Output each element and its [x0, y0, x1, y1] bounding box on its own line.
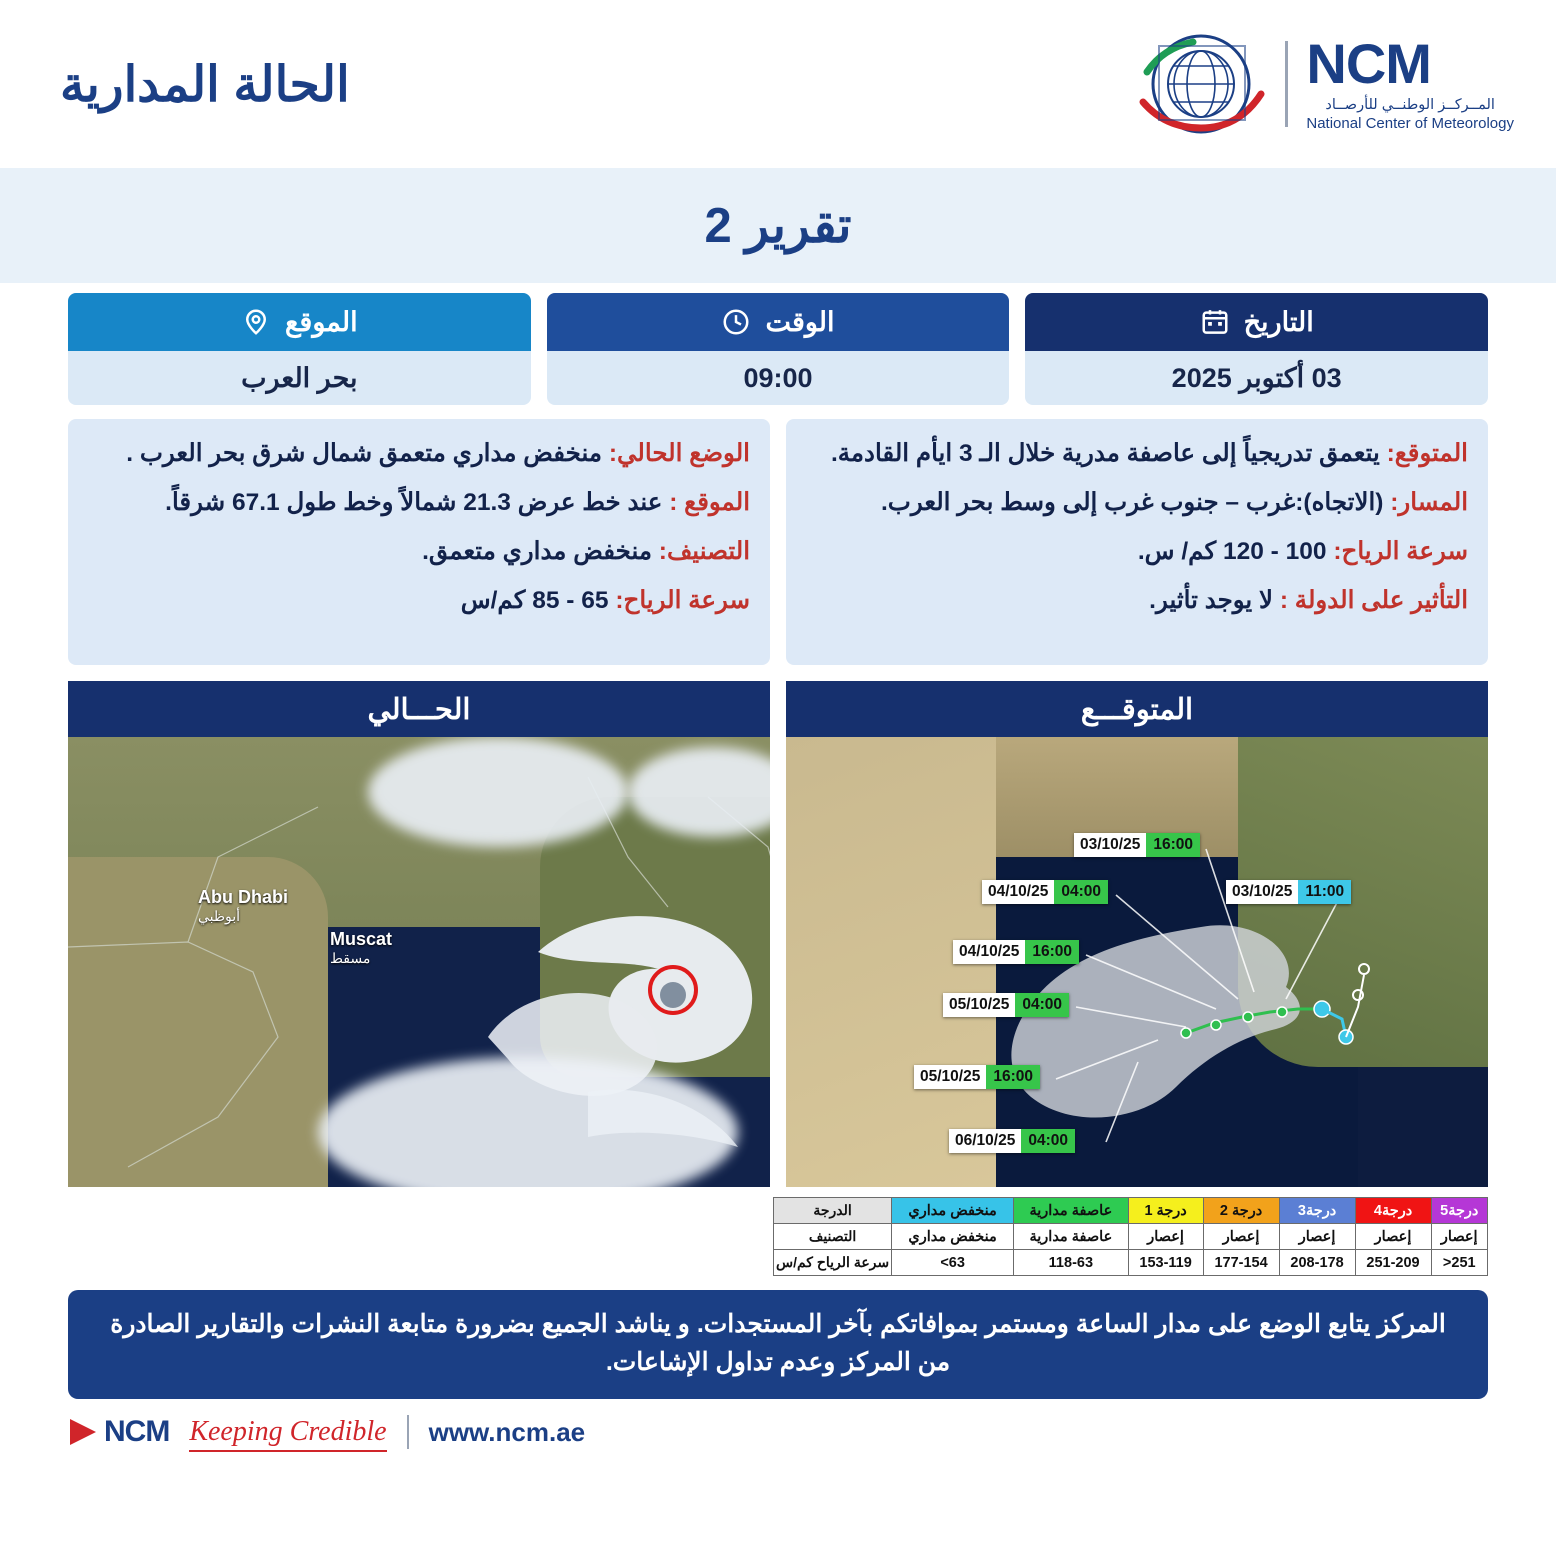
current-line-2	[88, 484, 750, 522]
current-line-4-label: سرعة الرياح:	[615, 586, 750, 614]
track-label-4-date: 05/10/25	[943, 993, 1015, 1017]
card-time	[547, 293, 1010, 405]
wind-scale-table	[773, 1197, 1488, 1276]
report-title: تقرير 2	[704, 199, 852, 253]
scale-row-header-class: التصنيف	[774, 1224, 892, 1250]
track-label-2-time: 11:00	[1298, 880, 1351, 904]
track-label-1	[982, 880, 1108, 904]
ncm-logo	[1135, 32, 1514, 136]
play-arrow-icon	[70, 1419, 96, 1445]
card-date-header	[1025, 293, 1488, 351]
forecast-line-1-label: المتوقع:	[1386, 440, 1468, 467]
current-map	[68, 737, 770, 1187]
bottom-url[interactable]: www.ncm.ae	[428, 1416, 586, 1447]
track-label-0-date: 03/10/25	[1074, 833, 1146, 857]
current-line-3-label: التصنيف:	[658, 537, 750, 565]
scale-class-td: منخفض مداري	[892, 1224, 1014, 1250]
track-label-3-date: 04/10/25	[953, 940, 1025, 964]
card-time-value: 09:00	[547, 351, 1010, 405]
forecast-map	[786, 737, 1488, 1187]
track-label-5-time: 16:00	[986, 1065, 1040, 1089]
current-line-1-text: منخفض مداري متعمق شمال شرق بحر العرب .	[126, 440, 609, 467]
page-header	[0, 0, 1556, 168]
current-line-3-text: منخفض مداري متعمق.	[422, 537, 659, 565]
current-line-1	[88, 435, 750, 473]
bottom-ncm-logo	[70, 1415, 169, 1449]
scale-wind-3: 208-178	[1279, 1250, 1355, 1276]
scale-grade-ts: عاصفة مدارية	[1014, 1198, 1129, 1224]
track-label-0	[1074, 833, 1200, 857]
current-line-4-text: 65 - 85 كم/س	[460, 586, 616, 614]
track-label-4	[943, 993, 1069, 1017]
forecast-line-4-text: لا يوجد تأثير.	[1149, 586, 1280, 614]
forecast-line-4-label: التأثير على الدولة :	[1279, 586, 1468, 614]
track-label-1-time: 04:00	[1054, 880, 1108, 904]
forecast-map-title: المتوقـــع	[786, 681, 1488, 737]
scale-grade-3: درجة3	[1279, 1198, 1355, 1224]
clock-icon	[721, 307, 751, 337]
place-label-muscat-ar: مسقط	[330, 950, 371, 966]
logo-arabic-text: المــركــز الوطنــي للأرصــاد	[1325, 97, 1495, 113]
scale-grade-4: درجة4	[1355, 1198, 1431, 1224]
track-label-5-date: 05/10/25	[914, 1065, 986, 1089]
scale-wind-2: 177-154	[1203, 1250, 1279, 1276]
logo-divider	[1285, 41, 1288, 127]
scale-wind-td: 63>	[892, 1250, 1014, 1276]
card-location	[68, 293, 531, 405]
card-date	[1025, 293, 1488, 405]
scale-table-wrap	[0, 1187, 1556, 1276]
ncm-globe-icon	[1135, 32, 1267, 136]
scale-class-1: إعصار	[1128, 1224, 1203, 1250]
track-label-2-date: 03/10/25	[1226, 880, 1298, 904]
maps-row	[0, 665, 1556, 1187]
scale-class-5: إعصار	[1431, 1224, 1487, 1250]
current-panel	[68, 419, 770, 665]
forecast-line-3-label: سرعة الرياح:	[1333, 537, 1468, 565]
scale-class-3: إعصار	[1279, 1224, 1355, 1250]
logo-ncm-text: NCM	[1306, 32, 1431, 95]
card-time-header	[547, 293, 1010, 351]
forecast-map-canvas	[786, 737, 1488, 1187]
forecast-line-3	[806, 533, 1468, 571]
info-cards-row	[0, 283, 1556, 405]
track-label-3	[953, 940, 1079, 964]
track-label-4-time: 04:00	[1015, 993, 1069, 1017]
scale-row-header-grade: الدرجة	[774, 1198, 892, 1224]
card-location-label: الموقع	[285, 306, 358, 337]
current-map-canvas	[68, 737, 770, 1187]
place-label-muscat-en: Muscat	[330, 929, 393, 949]
forecast-line-4	[806, 582, 1468, 620]
calendar-icon	[1200, 307, 1230, 337]
forecast-line-1-text: يتعمق تدريجياً إلى عاصفة مدرية خلال الـ 3 ايأم القادمة.	[830, 440, 1387, 467]
scale-grade-2: درجة 2	[1203, 1198, 1279, 1224]
bottom-ncm-text: NCM	[104, 1415, 170, 1448]
track-label-6	[949, 1129, 1075, 1153]
place-label-abu-dhabi-ar: أبوظبي	[198, 908, 241, 924]
scale-row-grade	[774, 1198, 1488, 1224]
bottom-bar	[0, 1399, 1556, 1449]
track-label-2	[1226, 880, 1351, 904]
current-line-1-label: الوضع الحالي:	[608, 440, 750, 467]
forecast-line-2-label: المسار:	[1390, 488, 1468, 516]
cyclone-center-marker	[648, 965, 698, 1015]
cyclone-swirl	[68, 737, 770, 1187]
scale-wind-ts: 118-63	[1014, 1250, 1129, 1276]
card-location-header	[68, 293, 531, 351]
scale-class-4: إعصار	[1355, 1224, 1431, 1250]
footer-note: المركز يتابع الوضع على مدار الساعة ومستمر بموافاتكم بآخر المستجدات. و يناشد الجميع بضرورة متابعة النشرات والتقارير الصادرة من المركز وعدم تداول الإشاعات.	[68, 1290, 1488, 1399]
forecast-line-1	[806, 435, 1468, 473]
card-date-value: 03 أكتوبر 2025	[1025, 351, 1488, 405]
bottom-slogan: Keeping Credible	[189, 1416, 387, 1447]
current-line-3	[88, 533, 750, 571]
track-label-3-time: 16:00	[1025, 940, 1079, 964]
scale-row-wind	[774, 1250, 1488, 1276]
place-label-abu-dhabi-en: Abu Dhabi	[198, 887, 288, 907]
forecast-panel	[786, 419, 1488, 665]
page-title: الحالة المدارية	[60, 57, 350, 112]
track-label-0-time: 16:00	[1146, 833, 1200, 857]
place-label-abu-dhabi	[198, 887, 288, 925]
summary-panels	[0, 405, 1556, 665]
current-line-2-text: عند خط عرض 21.3 شمالاً وخط طول 67.1 شرقاً.	[165, 488, 670, 516]
pin-icon	[241, 307, 271, 337]
scale-wind-1: 153-119	[1128, 1250, 1203, 1276]
current-map-title: الحـــالي	[68, 681, 770, 737]
forecast-map-column	[786, 681, 1488, 1187]
scale-wind-4: 251-209	[1355, 1250, 1431, 1276]
scale-grade-1: درجة 1	[1128, 1198, 1203, 1224]
current-line-2-label: الموقع :	[669, 488, 750, 516]
scale-class-2: إعصار	[1203, 1224, 1279, 1250]
scale-wind-5: 251<	[1431, 1250, 1487, 1276]
report-title-band	[0, 168, 1556, 283]
scale-grade-5: درجة5	[1431, 1198, 1487, 1224]
track-label-6-date: 06/10/25	[949, 1129, 1021, 1153]
scale-row-header-wind: سرعة الرياح كم/س	[774, 1250, 892, 1276]
scale-row-class	[774, 1224, 1488, 1250]
track-label-1-date: 04/10/25	[982, 880, 1054, 904]
scale-grade-td: منخفض مداري	[892, 1198, 1014, 1224]
card-time-label: الوقت	[765, 306, 835, 337]
bottom-divider	[407, 1415, 409, 1449]
forecast-line-2-text: (الاتجاه):غرب – جنوب غرب إلى وسط بحر العرب.	[880, 488, 1391, 516]
current-line-4	[88, 582, 750, 620]
track-label-6-time: 04:00	[1021, 1129, 1075, 1153]
place-label-muscat	[330, 929, 392, 967]
card-location-value: بحر العرب	[68, 351, 531, 405]
card-date-label: التاريخ	[1243, 306, 1314, 337]
forecast-line-2	[806, 484, 1468, 522]
forecast-line-3-text: 100 - 120 كم/ س.	[1137, 537, 1334, 565]
track-label-5	[914, 1065, 1040, 1089]
logo-english-text: National Center of Meteorology	[1306, 115, 1514, 132]
current-map-column	[68, 681, 770, 1187]
track-leader-lines	[786, 737, 1488, 1187]
scale-class-ts: عاصفة مدارية	[1014, 1224, 1129, 1250]
